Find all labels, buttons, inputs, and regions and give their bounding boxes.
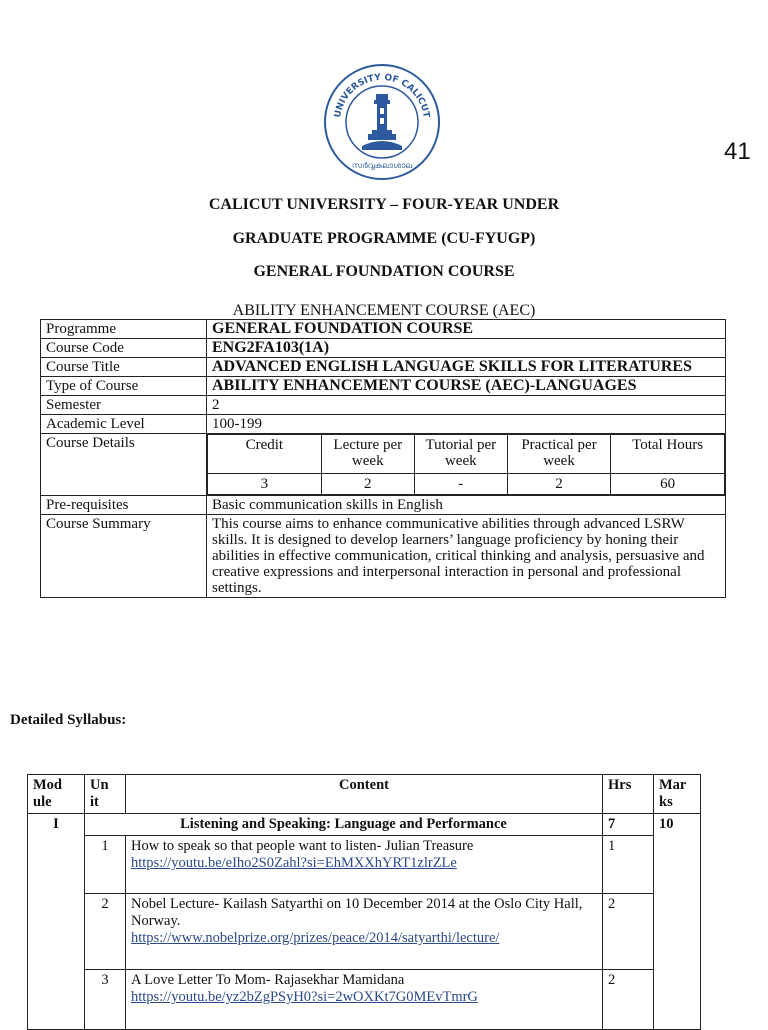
value-semester: 2: [207, 396, 726, 415]
row-prerequisites: [41, 496, 726, 515]
label-programme: Programme: [41, 320, 207, 339]
value-course-code: ENG2FA103(1A): [207, 339, 726, 358]
unit-link[interactable]: https://youtu.be/yz2bZgPSyH0?si=2wOXKt7G0MEvTmrG: [131, 989, 478, 1005]
unit-link[interactable]: https://www.nobelprize.org/prizes/peace/2014/satyarthi/lecture/: [131, 930, 500, 946]
value-course-title: ADVANCED ENGLISH LANGUAGE SKILLS FOR LITERATURES: [207, 358, 726, 377]
course-info-table: [40, 319, 726, 598]
header-marks: Mar ks: [654, 775, 701, 814]
value-summary: This course aims to enhance communicative abilities through advanced LSRW skills. It is designed to develop learners’ language proficiency by honing their abilities in effective communication, critical thinking and analysis, persuasive and creative expressions and interpersonal interaction in personal and professional settings.: [207, 515, 726, 598]
row-level: [41, 415, 726, 434]
details-value-credit: 3: [208, 474, 322, 495]
header-hrs: Hrs: [603, 775, 654, 814]
row-type: [41, 377, 726, 396]
label-course-code: Course Code: [41, 339, 207, 358]
unit-text: A Love Letter To Mom- Rajasekhar Mamidana: [131, 972, 405, 988]
heading-course: GENERAL FOUNDATION COURSE: [253, 263, 515, 280]
row-course-details: [41, 434, 726, 496]
details-header-credit: Credit: [208, 435, 322, 474]
details-value-practical: 2: [507, 474, 610, 495]
unit-content: [126, 970, 603, 1030]
details-value-tutorial: -: [414, 474, 507, 495]
unit-content: [126, 894, 603, 970]
unit-hrs: 2: [603, 894, 654, 970]
heading-course-type: ABILITY ENHANCEMENT COURSE (AEC): [232, 302, 536, 319]
syllabus-title: Detailed Syllabus:: [10, 712, 127, 728]
row-course-code: [41, 339, 726, 358]
page-number: 41: [724, 138, 751, 165]
label-course-details: Course Details: [41, 434, 207, 496]
course-details-table: [207, 434, 725, 495]
row-summary: [41, 515, 726, 598]
unit-hrs: 1: [603, 836, 654, 894]
value-type: ABILITY ENHANCEMENT COURSE (AEC)-LANGUAGES: [207, 377, 726, 396]
header-module: Mod ule: [28, 775, 85, 814]
row-course-title: [41, 358, 726, 377]
heading-programme: GRADUATE PROGRAMME (CU-FYUGP): [232, 230, 536, 247]
label-type: Type of Course: [41, 377, 207, 396]
syllabus-table: [27, 774, 701, 1030]
header-content: Content: [126, 775, 603, 814]
value-programme: GENERAL FOUNDATION COURSE: [207, 320, 726, 339]
label-semester: Semester: [41, 396, 207, 415]
row-programme: [41, 320, 726, 339]
logo-ring-text: UNIVERSITY OF CALICUT: [333, 72, 431, 119]
unit-row: [28, 836, 701, 894]
details-header-total: Total Hours: [611, 435, 725, 474]
unit-row: [28, 970, 701, 1030]
logo-bottom-text: സർവ്വകലാശാല: [351, 161, 413, 170]
details-header-lecture: Lecture per week: [321, 435, 414, 474]
details-header-tutorial: Tutorial per week: [414, 435, 507, 474]
unit-row: [28, 894, 701, 970]
details-value-total: 60: [611, 474, 725, 495]
unit-text: Nobel Lecture- Kailash Satyarthi on 10 December 2014 at the Oslo City Hall, Norway.: [131, 896, 583, 929]
row-semester: [41, 396, 726, 415]
unit-number: 2: [85, 894, 126, 970]
value-level: 100-199: [207, 415, 726, 434]
heading-university: CALICUT UNIVERSITY – FOUR-YEAR UNDER: [208, 196, 560, 213]
unit-text: How to speak so that people want to listen- Julian Treasure: [131, 838, 474, 854]
syllabus-header-row: [28, 775, 701, 814]
unit-hrs: 2: [603, 970, 654, 1030]
header-unit: Un it: [85, 775, 126, 814]
unit-link[interactable]: https://youtu.be/eIho2S0Zahl?si=EhMXXhYRT1zlrZLe: [131, 855, 457, 871]
module-hrs: 7: [603, 814, 654, 836]
label-level: Academic Level: [41, 415, 207, 434]
module-title: Listening and Speaking: Language and Performance: [85, 814, 603, 836]
unit-content: [126, 836, 603, 894]
university-logo: [322, 62, 442, 182]
details-header-practical: Practical per week: [507, 435, 610, 474]
module-marks: 10: [654, 814, 701, 1030]
value-prerequisites: Basic communication skills in English: [207, 496, 726, 515]
details-value-lecture: 2: [321, 474, 414, 495]
label-course-title: Course Title: [41, 358, 207, 377]
label-summary: Course Summary: [41, 515, 207, 598]
course-details-cell: [207, 434, 726, 496]
unit-number: 3: [85, 970, 126, 1030]
label-prerequisites: Pre-requisites: [41, 496, 207, 515]
module-row: [28, 814, 701, 836]
unit-number: 1: [85, 836, 126, 894]
module-number: I: [28, 814, 85, 1030]
